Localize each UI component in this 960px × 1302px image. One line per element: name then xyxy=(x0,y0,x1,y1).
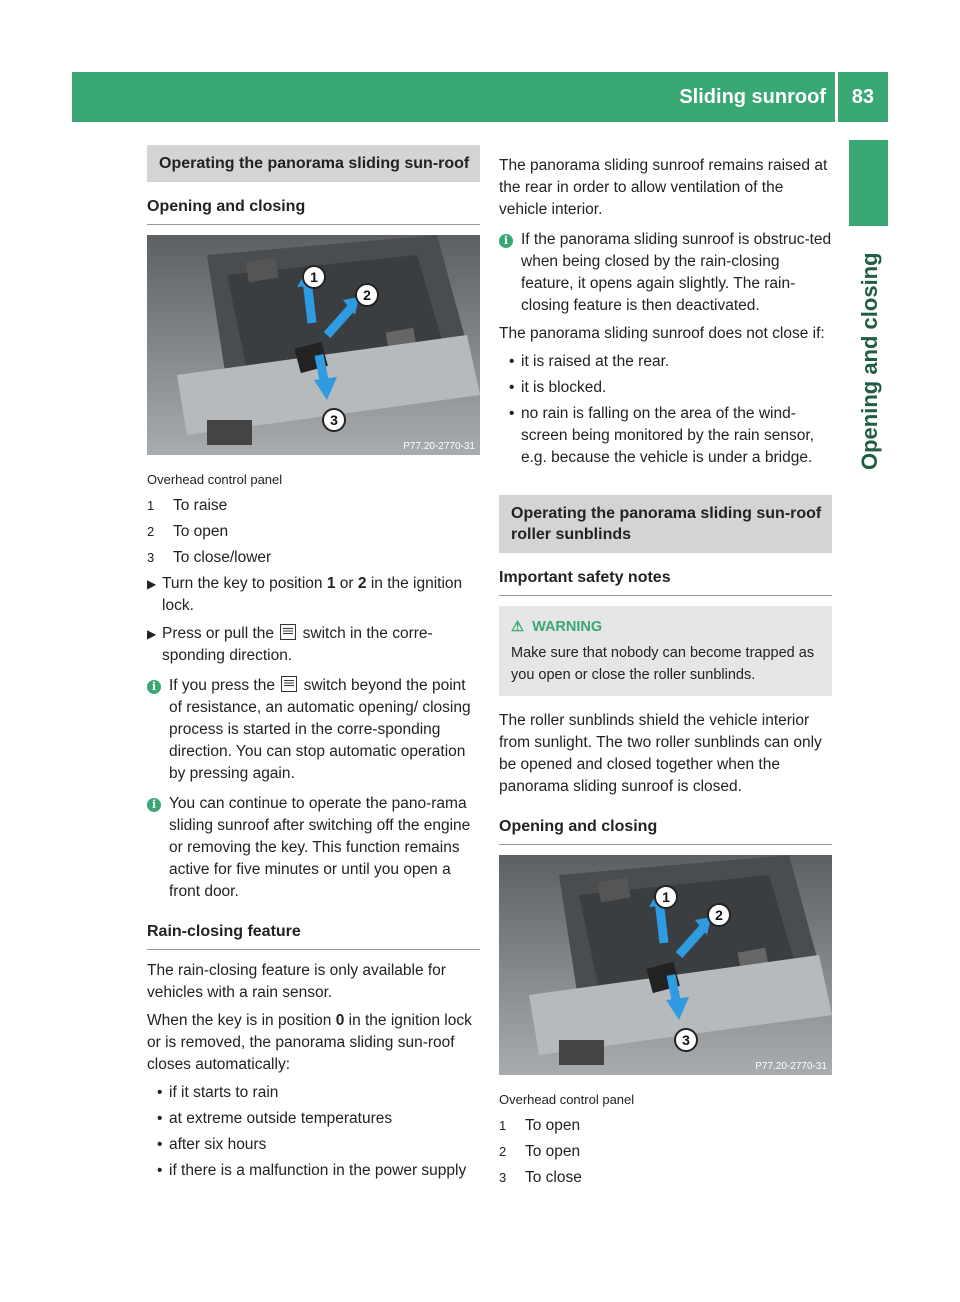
info-text: If you press the xyxy=(169,677,280,694)
step-arrow-icon: ▶ xyxy=(147,627,157,641)
info-text: If the panorama sliding sunroof is obstruc-ted when being closed by the rain-closing feature, it opens again slightly. The rain-closing feature is then deactivated. xyxy=(521,231,832,314)
info-icon: i xyxy=(499,234,513,248)
legend-number: 1 xyxy=(147,498,155,513)
list-item: • if there is a malfunction in the power supply xyxy=(147,1160,480,1182)
page-header xyxy=(72,72,888,122)
bullet-text: if it starts to rain xyxy=(169,1084,279,1101)
svg-text:1: 1 xyxy=(662,889,670,905)
legend-item xyxy=(147,521,480,543)
paragraph: The panorama sliding sunroof remains raised at the rear in order to allow ventilation of the vehicle interior. xyxy=(499,157,828,218)
legend-text: To close/lower xyxy=(173,549,272,566)
paragraph: The panorama sliding sunroof does not close if: xyxy=(499,325,825,342)
step-press-switch xyxy=(147,623,480,667)
overhead-panel-photo xyxy=(499,855,832,1075)
warning-icon: ⚠ xyxy=(511,619,524,635)
legend-text: To open xyxy=(525,1117,581,1134)
bullet-text: it is raised at the rear. xyxy=(521,353,670,370)
list-item: • at extreme outside temperatures xyxy=(147,1108,480,1130)
paragraph xyxy=(147,1010,480,1076)
list-item: • it is raised at the rear. xyxy=(499,351,832,373)
sunroof-switch-icon xyxy=(281,676,297,692)
svg-text:2: 2 xyxy=(363,287,371,303)
side-label xyxy=(851,240,887,800)
subheading-safety-notes: Important safety notes xyxy=(499,567,832,596)
legend-number: 3 xyxy=(499,1170,507,1185)
list-item: • no rain is falling on the area of the wind-screen being monitored by the rain sensor, e.g. because the vehicle is under a bridge. xyxy=(499,403,832,469)
right-column xyxy=(499,155,832,1193)
bullet-text: if there is a malfunction in the power supply xyxy=(169,1162,467,1179)
bullet-text: after six hours xyxy=(169,1136,267,1153)
legend-text: To open xyxy=(525,1143,581,1160)
bullet-text: no rain is falling on the area of the wind-screen being monitored by the rain sensor, e.g. because the vehicle is under a bridge. xyxy=(521,405,814,466)
legend-text: To close xyxy=(525,1169,582,1186)
step-turn-key xyxy=(147,573,480,617)
svg-text:2: 2 xyxy=(715,907,723,923)
photo-code: P77.20-2770-31 xyxy=(755,1061,827,1072)
legend-number: 3 xyxy=(147,550,155,565)
section-title: Operating the panorama sliding sun-roof xyxy=(147,145,480,182)
legend-item xyxy=(499,1115,832,1137)
header-divider xyxy=(835,72,838,122)
info-note xyxy=(499,229,832,317)
bullet-text: it is blocked. xyxy=(521,379,607,396)
subheading-opening-closing: Opening and closing xyxy=(147,196,480,225)
photo-caption: Overhead control panel xyxy=(147,472,283,487)
step-arrow-icon: ▶ xyxy=(147,577,157,591)
info-note xyxy=(147,675,480,785)
svg-text:1: 1 xyxy=(310,269,318,285)
subheading-opening-closing: Opening and closing xyxy=(499,816,832,845)
photo-caption: Overhead control panel xyxy=(499,1092,635,1107)
svg-text:3: 3 xyxy=(682,1032,690,1048)
warning-title: WARNING xyxy=(532,619,603,635)
list-item: • after six hours xyxy=(147,1134,480,1156)
position-1: 1 xyxy=(326,575,336,592)
legend-number: 2 xyxy=(499,1144,507,1159)
legend-item xyxy=(499,1141,832,1163)
paragraph-text: in the ignition lock or is removed, the panorama sliding sun-roof closes automatically: xyxy=(147,1012,472,1073)
chapter-title: Sliding sunroof xyxy=(679,86,826,108)
list-item: • it is blocked. xyxy=(499,377,832,399)
info-note xyxy=(147,793,480,903)
step-text: Press or pull the xyxy=(162,625,279,642)
paragraph: The rain-closing feature is only available for vehicles with a rain sensor. xyxy=(147,962,446,1001)
legend-item xyxy=(147,547,480,569)
info-text: switch beyond the point of resistance, an automatic opening/ closing process is started in the corre-sponding direction. You can stop automatic operation by pressing again. xyxy=(169,677,471,782)
sunroof-switch-icon xyxy=(280,624,296,640)
photo-code: P77.20-2770-31 xyxy=(403,441,475,452)
page-number: 83 xyxy=(851,86,874,108)
legend-item xyxy=(147,495,480,517)
side-tab xyxy=(849,140,888,226)
list-item: • if it starts to rain xyxy=(147,1082,480,1104)
legend-text: To raise xyxy=(173,497,228,514)
section-title: Operating the panorama sliding sun-roof roller sunblinds xyxy=(499,495,832,553)
overhead-panel-illustration xyxy=(147,235,480,455)
step-text: in the ignition lock. xyxy=(162,575,463,614)
subheading-rain-closing: Rain-closing feature xyxy=(147,921,480,950)
warning-heading xyxy=(511,616,820,638)
info-icon: i xyxy=(147,798,161,812)
step-text: or xyxy=(335,575,358,592)
info-text: You can continue to operate the pano-rama sliding sunroof after switching off the engine or removing the key. This function remains active for five minutes or until you open a front door. xyxy=(169,795,471,900)
paragraph: The roller sunblinds shield the vehicle interior from sunlight. The two roller sunblinds can only be opened and closed together when the panorama sliding sunroof is closed. xyxy=(499,712,822,795)
paragraph-text: When the key is in position xyxy=(147,1012,336,1029)
side-label-text: Opening and closing xyxy=(857,252,882,470)
warning-text: Make sure that nobody can become trapped as you open or close the roller sunblinds. xyxy=(511,645,815,683)
legend-number: 2 xyxy=(147,524,155,539)
left-column xyxy=(147,145,480,1186)
position-0: 0 xyxy=(335,1012,345,1029)
position-2: 2 xyxy=(357,575,367,592)
step-text: switch in the corre-sponding direction. xyxy=(162,625,433,664)
legend-number: 1 xyxy=(499,1118,507,1133)
legend-item xyxy=(499,1167,832,1189)
overhead-panel-illustration xyxy=(499,855,832,1075)
legend-text: To open xyxy=(173,523,229,540)
warning-box xyxy=(499,606,832,696)
svg-text:3: 3 xyxy=(330,412,338,428)
bullet-text: at extreme outside temperatures xyxy=(169,1110,393,1127)
overhead-panel-photo xyxy=(147,235,480,455)
info-icon: i xyxy=(147,680,161,694)
step-text: Turn the key to position xyxy=(162,575,327,592)
